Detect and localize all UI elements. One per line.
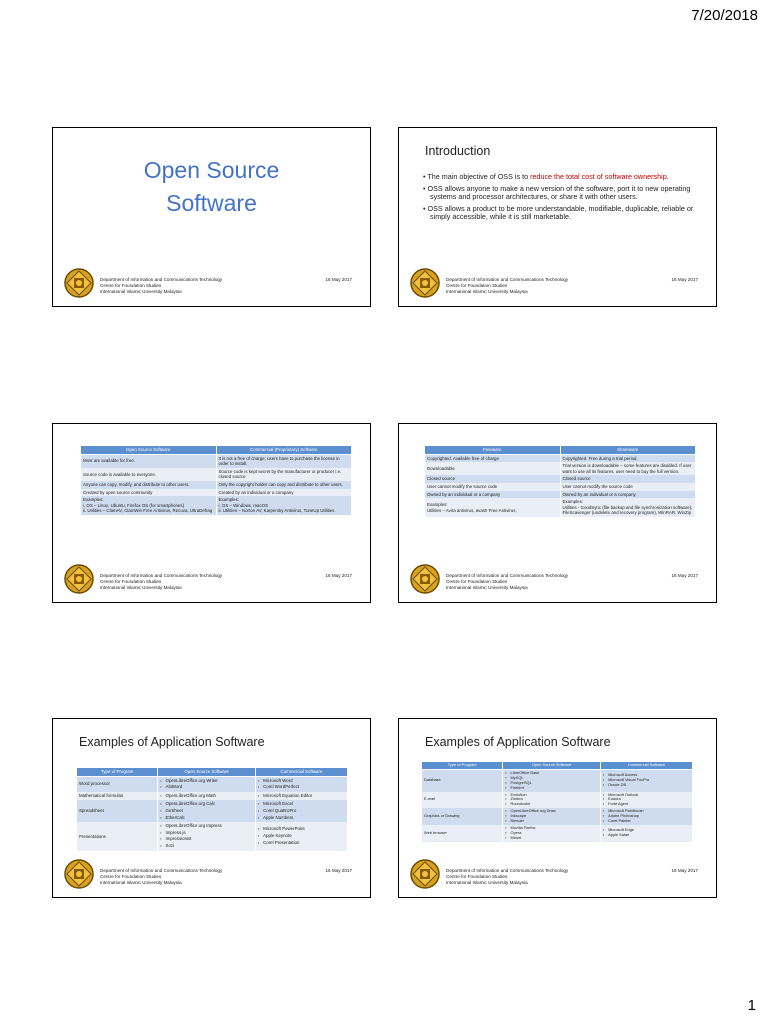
footer-text: Department of Information and Communications Technology Centre for Foundation Studies International Islamic University Malaysia <box>446 277 569 294</box>
oss-vs-commercial-table <box>80 445 352 515</box>
list-item: ▪ Roundcube <box>505 802 598 807</box>
list-item: ▪ Midori <box>505 836 598 841</box>
bullet-item: • OSS allows anyone to make a new version of the software, port it to new operating systems and processor architectures, or share it with other users. <box>423 183 691 202</box>
table-cell: Examples: Utilities – Avira antivirus, avast! Free Antivirus, <box>425 498 561 517</box>
table-cell: Created by an individual or a company <box>216 489 352 497</box>
table-row <box>425 483 696 491</box>
list-item: ▪ OpenLibreOffice.org Draw <box>505 809 598 814</box>
bullet-item: • OSS allows a product to be more understandable, modifiable, duplicable, reliable or simply accessible, while it is still marketable. <box>423 203 694 222</box>
bullet-item: • The main objective of OSS is to reduce the total cost of software ownership. <box>423 172 669 181</box>
footer-text: Department of Information and Communications Technology Centre for Foundation Studies International Islamic University Malaysia <box>446 573 569 590</box>
list-item: ▪ Oracle DB <box>603 783 690 788</box>
footer-date: 16 May 2017 <box>325 277 352 282</box>
list-item: ▪ Microsoft Visual FoxPro <box>603 778 690 783</box>
footer-text: Department of Information and Communications Technology Centre for Foundation Studies International Islamic University Malaysia <box>446 868 569 885</box>
list-item: ▪ Microsoft PowerPoint <box>258 826 345 833</box>
table-cell <box>600 769 692 791</box>
table-cell: Graphics or Drawing <box>422 808 503 825</box>
table-row <box>77 800 348 822</box>
list-item: ▪ Evolution <box>505 793 598 798</box>
list-item: ▪ Microsoft Edge <box>603 828 690 833</box>
list-item: ▪ AbiWord <box>160 784 253 791</box>
list-item: ▪ Inkscape <box>505 814 598 819</box>
column-header: Commercial Software <box>255 768 347 777</box>
title-line-1: Open Source <box>143 157 280 183</box>
university-crest-icon <box>63 563 95 595</box>
slide-2 <box>398 127 717 307</box>
freeware-vs-shareware-table <box>424 445 696 517</box>
university-crest-icon <box>63 267 95 299</box>
table-header-row <box>81 446 352 455</box>
footer-date: 16 May 2017 <box>671 868 698 873</box>
list-item: ▪ Microsoft Equation Editor <box>258 793 345 800</box>
slide-title: Introduction <box>425 144 491 158</box>
application-software-table <box>421 761 693 842</box>
footer-date: 16 May 2017 <box>671 277 698 282</box>
column-header: Open Source Software <box>503 762 601 770</box>
table-cell: Web browser <box>422 825 503 842</box>
table-row <box>81 481 352 489</box>
list-item: ▪ GeSheet <box>160 808 253 815</box>
table-cell: Owned by an individual or a company <box>425 491 561 499</box>
list-item: ▪ OpenLibreOffice.org Math <box>160 793 253 800</box>
table-cell: Presentations <box>77 822 158 850</box>
slide-footer <box>63 267 360 299</box>
list-item: ▪ Zimbra <box>505 797 598 802</box>
table-cell: Trial version is downloadable – some features are disabled. If user want to use all its features, user need to buy the full version. <box>560 462 696 475</box>
table-row <box>81 454 352 468</box>
table-cell: Examples: i. OS – Linux, Ubuntu, Firefox OS (for smartphones) ii. Utilities – ClamAV, ClamWin Free Antivirus, Recuva, UltraDefrag <box>81 496 217 515</box>
table-row <box>81 489 352 497</box>
list-item: ▪ Mozilla Firefox <box>505 826 598 831</box>
table-header-row <box>425 446 696 455</box>
column-header: Shareware <box>560 446 696 455</box>
column-header: Type of Program <box>422 762 503 770</box>
table-row <box>77 822 348 850</box>
table-cell: E-mail <box>422 792 503 809</box>
table-cell <box>503 792 601 809</box>
application-software-table <box>76 767 348 851</box>
table-cell <box>255 776 347 792</box>
list-item: ▪ Firebird <box>505 786 598 791</box>
table-row <box>422 825 693 842</box>
table-row <box>77 776 348 792</box>
table-cell: Copyrighted. Free during a trial period <box>560 454 696 462</box>
print-date: 7/20/2018 <box>691 7 758 24</box>
table-cell: Most are available for free. <box>81 454 217 468</box>
list-item: ▪ Microsoft Paintbrush <box>603 809 690 814</box>
table-cell <box>255 822 347 850</box>
table-cell: Source code is available to everyone. <box>81 468 217 481</box>
list-item: ▪ Microsoft Excel <box>258 801 345 808</box>
list-item: ▪ Adobe Photoshop <box>603 814 690 819</box>
slide-4 <box>398 423 717 603</box>
table-header-row <box>422 762 693 770</box>
table-row <box>425 475 696 483</box>
column-header: Commercial Software <box>600 762 692 770</box>
table-row <box>422 769 693 791</box>
list-item: ▪ Apple Safari <box>603 833 690 838</box>
table-row <box>81 496 352 515</box>
list-item: ▪ PostgreSQL <box>505 781 598 786</box>
slide-6 <box>398 718 717 898</box>
list-item: ▪ LibreOffice Base <box>505 771 598 776</box>
list-item: ▪ Apple Keynote <box>258 833 345 840</box>
bullet-list <box>421 173 709 225</box>
column-header: Open Source Software <box>158 768 256 777</box>
university-crest-icon <box>409 267 441 299</box>
footer-text: Department of Information and Communications Technology Centre for Foundation Studies International Islamic University Malaysia <box>100 868 223 885</box>
table-cell: Anyone can copy, modify, and distribute to other users. <box>81 481 217 489</box>
slide-footer <box>409 563 706 595</box>
list-item: ▪ Eudora <box>603 797 690 802</box>
table-row <box>425 454 696 462</box>
slide-3 <box>52 423 371 603</box>
table-row <box>425 462 696 475</box>
university-crest-icon <box>63 858 95 890</box>
column-header: Freeware <box>425 446 561 455</box>
table-cell: Spreadsheet <box>77 800 158 822</box>
table-row <box>422 808 693 825</box>
table-row <box>77 792 348 801</box>
table-cell <box>503 769 601 791</box>
list-item: ▪ Sozi <box>160 843 253 850</box>
table-row <box>81 468 352 481</box>
footer-date: 16 May 2017 <box>325 868 352 873</box>
list-item: ▪ Corel WordPerfect <box>258 784 345 791</box>
footer-date: 16 May 2017 <box>325 573 352 578</box>
slide-footer <box>409 267 706 299</box>
table-cell: It is not a free of charge; users have to purchase the license in order to install. <box>216 454 352 468</box>
list-item: ▪ Impressionist <box>160 836 253 843</box>
list-item: ▪ Corel Presentation <box>258 840 345 847</box>
list-item: ▪ Corel Painter <box>603 819 690 824</box>
list-item: ▪ Corel QuattroPro <box>258 808 345 815</box>
slide-footer <box>63 858 360 890</box>
footer-date: 16 May 2017 <box>671 573 698 578</box>
list-item: ▪ Apple Numbers <box>258 815 345 822</box>
footer-text: Department of Information and Communications Technology Centre for Foundation Studies International Islamic University Malaysia <box>100 277 223 294</box>
title-line-2: Software <box>166 190 257 216</box>
table-cell: Mathematical formulas <box>77 792 158 801</box>
slide-title <box>53 154 370 220</box>
list-item: ▪ MySQL <box>505 776 598 781</box>
column-header: Open Source Software <box>81 446 217 455</box>
table-cell <box>600 792 692 809</box>
table-cell <box>158 792 256 801</box>
page-number: 1 <box>747 997 756 1014</box>
list-item: ▪ Microsoft Access <box>603 773 690 778</box>
table-cell: Owned by an individual or a company <box>560 491 696 499</box>
table-row <box>425 491 696 499</box>
list-item: ▪ Impress.js <box>160 830 253 837</box>
list-item: ▪ EtherCalc <box>160 815 253 822</box>
table-cell: Downloadable <box>425 462 561 475</box>
table-cell: Database <box>422 769 503 791</box>
table-cell: User cannot modify the source code <box>560 483 696 491</box>
list-item: ▪ OpenLibreOffice.org Calc <box>160 801 253 808</box>
table-cell <box>255 792 347 801</box>
highlight-text: reduce the total cost of software ownership. <box>530 172 669 181</box>
table-cell: Copyrighted. Available free of charge <box>425 454 561 462</box>
footer-text: Department of Information and Communications Technology Centre for Foundation Studies International Islamic University Malaysia <box>100 573 223 590</box>
university-crest-icon <box>409 858 441 890</box>
university-crest-icon <box>409 563 441 595</box>
table-cell: Word processor <box>77 776 158 792</box>
column-header: Commercial (Proprietary) Software <box>216 446 352 455</box>
table-cell <box>158 776 256 792</box>
table-header-row <box>77 768 348 777</box>
list-item: ▪ Forté Agent <box>603 802 690 807</box>
slide-1 <box>52 127 371 307</box>
list-item: ▪ OpenLibreOffice.org Writer <box>160 778 253 785</box>
table-cell: Closed source <box>425 475 561 483</box>
table-cell: Created by open source community <box>81 489 217 497</box>
slide-title: Examples of Application Software <box>79 735 265 749</box>
table-cell <box>600 825 692 842</box>
list-item: ▪ Blender <box>505 819 598 824</box>
table-cell: Examples: Utilities - GoodSync (file backup and file synchronization software), FileScavenger (undelete and recovery program), WinRAR, WinZip <box>560 498 696 517</box>
table-cell: Source code is kept secret by the manufacturer or producer i.e. closed source <box>216 468 352 481</box>
table-cell <box>158 822 256 850</box>
slide-footer <box>409 858 706 890</box>
table-cell: Only the copyright holder can copy and distribute to other users. <box>216 481 352 489</box>
column-header: Type of Program <box>77 768 158 777</box>
table-cell <box>255 800 347 822</box>
table-row <box>425 498 696 517</box>
table-cell <box>503 808 601 825</box>
list-item: ▪ Microsoft Word <box>258 778 345 785</box>
slide-5 <box>52 718 371 898</box>
list-item: ▪ Opera <box>505 831 598 836</box>
slide-footer <box>63 563 360 595</box>
table-cell <box>600 808 692 825</box>
list-item: ▪ OpenLibreOffice.org Impress <box>160 823 253 830</box>
list-item: ▪ Microsoft Outlook <box>603 793 690 798</box>
table-cell: User cannot modify the source code <box>425 483 561 491</box>
table-row <box>422 792 693 809</box>
table-cell <box>158 800 256 822</box>
table-cell: Closed source <box>560 475 696 483</box>
table-cell <box>503 825 601 842</box>
table-cell: Examples: i. OS – Windows, macOS ii. Utilities – Norton AV, Karpersky Antivirus, TuneUp Utilities <box>216 496 352 515</box>
slide-title: Examples of Application Software <box>425 735 611 749</box>
